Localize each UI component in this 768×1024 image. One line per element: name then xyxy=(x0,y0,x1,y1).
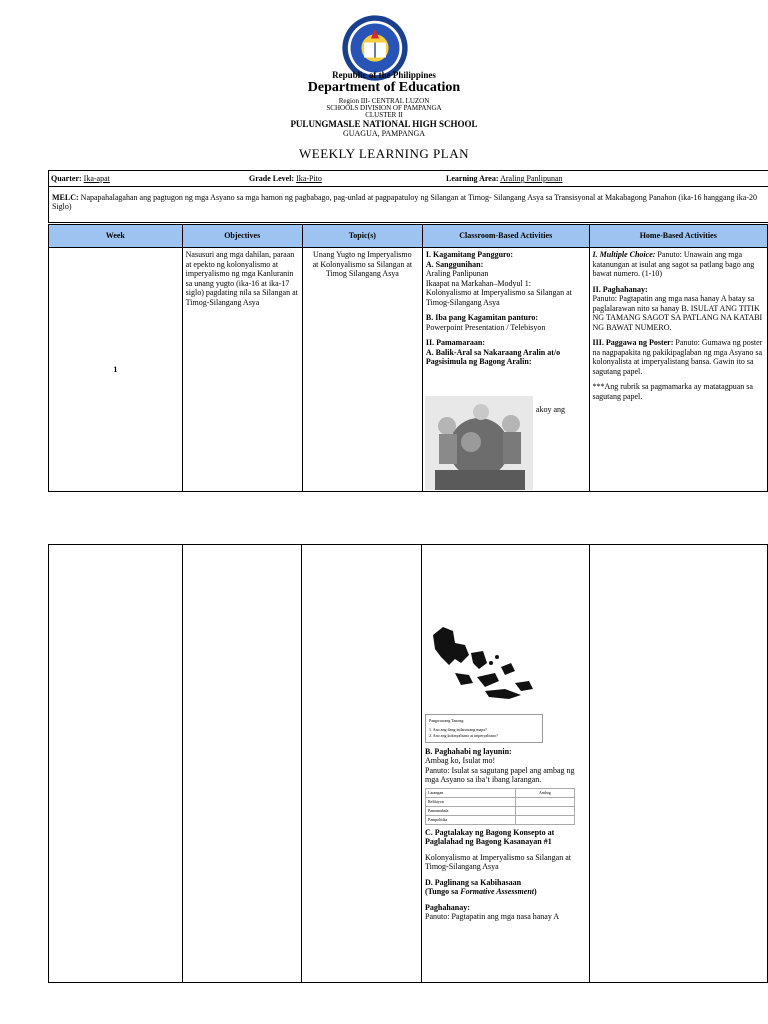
division-line: SCHOOLS DIVISION OF PAMPANGA xyxy=(326,104,442,112)
b-line-2: Panuto: Isulat sa sagutang papel ang ambag ng mga Asyano sa iba’t ibang larangan. xyxy=(425,765,575,784)
ambag-r1: Relihiyon xyxy=(426,797,516,806)
melc-label: MELC: xyxy=(52,193,79,202)
question-1: 1. Ano ang ilang inilarawang mapa? xyxy=(429,726,487,732)
ambag-table xyxy=(425,788,575,825)
question-box-title: Pangwawang Tanong: xyxy=(429,717,465,723)
ambag-r3: Pampolitika xyxy=(426,815,516,824)
col-home: Home-Based Activities xyxy=(589,225,767,248)
cont-week-cell xyxy=(49,545,183,983)
cluster-line: CLUSTER II xyxy=(365,111,403,119)
cb-ref-2: Ikaapat na Markahan–Modyul 1: xyxy=(425,278,531,288)
b-heading: B. Paghahabi ng layunin: xyxy=(425,746,512,756)
b-line-1: Ambag ko, Isulat mo! xyxy=(425,756,496,765)
quarter-value: Ika-apat xyxy=(83,174,110,183)
school-location: GUAGUA, PAMPANGA xyxy=(342,129,426,138)
d-heading-2b: Formative Assessment xyxy=(460,887,534,896)
cb-materials-heading: I. Kagamitang Pangguro: xyxy=(425,250,514,259)
hb-rubric-note: ***Ang rubrik sa pagmamarka ay matatagpuan sa sagutang papel. xyxy=(592,382,753,401)
c-line-1: Kolonyalismo at Imperyalismo sa Silangan at Timog-Silangang Asya xyxy=(425,852,571,871)
hb-poster-text: Panuto: Gumawa ng poster na nagpapakita ng pakikipaglaban ng mga Asyano sa kolonyalista at imperyalistang bansa. Gawin ito sa sagutang papel. xyxy=(592,338,763,376)
cb-ref-1: Araling Panlipunan xyxy=(425,269,489,278)
cb-references-heading: A. Sanggunihan: xyxy=(425,259,484,269)
department-title: Department of Education xyxy=(307,80,461,95)
topics-cell xyxy=(302,248,422,492)
d-heading: D. Paglinang sa Kabihasaan xyxy=(425,877,522,887)
col-week: Week xyxy=(49,225,183,248)
region-line: Region III- CENTRAL LUZON xyxy=(338,97,430,105)
cb-review-heading: A. Balik-Aral sa Nakaraang Aralin at/o Pagsisimula ng Bagong Aralin: xyxy=(425,347,561,366)
col-topics: Topic(s) xyxy=(302,225,422,248)
plan-fields xyxy=(48,170,768,187)
weekly-plan-table xyxy=(48,224,768,492)
plan-title: WEEKLY LEARNING PLAN xyxy=(299,146,469,161)
melc-text: Napapahalagahan ang pagtugon ng mga Asyano sa mga hamon ng pagbabago, pag-unlad at pagpapatuloy ng Silangan at Timog- Silangang Asya sa Transisyonal at Makabagong Panahon (ika-16 hanggang ika-20 Siglo) xyxy=(52,193,757,211)
ambag-r2: Pamamahala xyxy=(426,806,516,815)
melc-row xyxy=(48,187,768,223)
area-value: Araling Panlipunan xyxy=(500,174,563,183)
d-line-2: Panuto: Pagtapatin ang mga nasa hanay A xyxy=(425,912,560,921)
week-number: 1 xyxy=(49,248,183,492)
cont-classroom-cell xyxy=(422,545,590,983)
grade-value: Ika-Pito xyxy=(296,174,322,183)
home-cell xyxy=(589,248,767,492)
cb-ref-3: Kolonyalismo at Imperyalismo sa Silangan at Timog-Silangang Asya xyxy=(425,288,572,307)
weekly-plan-table-continued xyxy=(48,544,768,983)
school-name: PULUNGMASLE NATIONAL HIGH SCHOOL xyxy=(290,119,478,129)
classroom-cell xyxy=(422,248,589,492)
cont-objectives-cell xyxy=(182,545,302,983)
col-objectives: Objectives xyxy=(182,225,302,248)
c-heading: C. Pagtalakay ng Bagong Konsepto at Paglalahad ng Bagong Kasanayan #1 xyxy=(425,827,555,846)
asia-map-image xyxy=(425,623,537,709)
cont-topics-cell xyxy=(302,545,422,983)
d-heading-2a: (Tungo sa xyxy=(425,887,459,896)
colonial-illustration xyxy=(425,396,533,490)
cont-home-cell xyxy=(589,545,767,983)
cb-other-materials-heading: B. Iba pang Kagamitan panturo: xyxy=(425,313,539,322)
grade-label: Grade Level: xyxy=(249,174,295,183)
hb-poster-label: III. Paggawa ng Poster: xyxy=(592,338,674,347)
cb-procedure-heading: II. Pamamaraan: xyxy=(425,338,486,347)
topic-line-2: at Kolonyalismo sa Silangan at Timog Silangang Asya xyxy=(312,259,413,278)
ambag-h2: Ambag xyxy=(515,788,574,797)
ambag-h1: Larangan xyxy=(426,788,516,797)
area-label: Learning Area: xyxy=(446,174,499,183)
topic-line-1: Unang Yugto ng Imperyalismo xyxy=(313,250,412,259)
d-heading-2c: ) xyxy=(534,887,537,896)
hb-mc-text: Panuto: Unawain ang mga katanungan at isulat ang sagot sa patlang bago ang bawat numero. (1-10) xyxy=(592,250,755,278)
d-line-1: Paghahanay: xyxy=(425,902,470,912)
objectives-cell: Nasusuri ang mga dahilan, paraan at epekto ng kolonyalismo at imperyalismo ng mga Kanluranin sa unang yugto (ika-16 at ika-17 siglo) pagdating nila sa Silangan at Timog-Silangang Asya xyxy=(182,248,302,492)
col-classroom: Classroom-Based Activities xyxy=(422,225,589,248)
question-box xyxy=(425,714,543,743)
cb-cut-text: akoy ang xyxy=(535,405,566,414)
hb-mc-label: I. Multiple Choice: xyxy=(592,250,656,259)
hb-match-label: II. Paghahanay: xyxy=(592,284,648,294)
cb-other-materials: Powerpoint Presentation / Telebisyon xyxy=(425,322,546,332)
quarter-label: Quarter: xyxy=(51,174,82,183)
question-2: 2. Ano ang kolonyalismo at imperyalismo? xyxy=(429,732,498,738)
hb-match-text: Panuto: Pagtapatin ang mga nasa hanay A batay sa paglalarawan nito sa hanay B. ISULAT ANG TITIK NG TAMANG SAGOT SA PATLANG NA KATABI NG BAWAT NUMERO. xyxy=(592,294,763,332)
republic-line: Republic of the Philippines xyxy=(332,70,436,80)
